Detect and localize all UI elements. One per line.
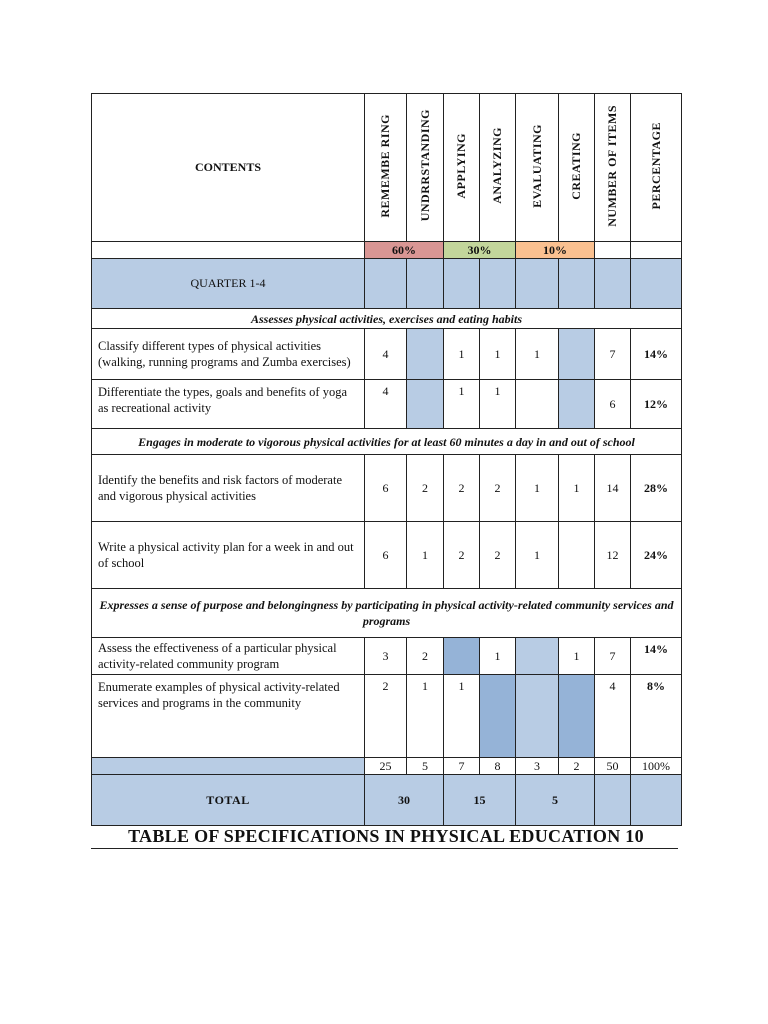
total-understanding: 5 bbox=[407, 758, 444, 775]
cell-percentage: 12% bbox=[631, 380, 682, 429]
cell-analyzing: 1 bbox=[480, 380, 516, 429]
header-creating: CREATING bbox=[569, 131, 583, 200]
cell-understanding bbox=[407, 380, 444, 429]
cell-understanding: 2 bbox=[407, 455, 444, 522]
total-analyzing: 8 bbox=[480, 758, 516, 775]
cell-evaluating bbox=[516, 380, 559, 429]
cell-items: 12 bbox=[595, 522, 631, 589]
tos-table-wrapper bbox=[91, 93, 681, 826]
section-row bbox=[92, 309, 682, 329]
cell-remembering: 6 bbox=[365, 455, 407, 522]
table-row bbox=[92, 675, 682, 758]
cell-remembering: 4 bbox=[365, 329, 407, 380]
weight-higher: 10% bbox=[516, 242, 595, 259]
column-totals-row bbox=[92, 758, 682, 775]
cell-understanding: 2 bbox=[407, 638, 444, 675]
table-row bbox=[92, 455, 682, 522]
total-applying: 7 bbox=[444, 758, 480, 775]
cell-remembering: 2 bbox=[365, 675, 407, 758]
cell-remembering: 3 bbox=[365, 638, 407, 675]
table-row bbox=[92, 638, 682, 675]
section-row bbox=[92, 589, 682, 638]
cell-analyzing: 1 bbox=[480, 329, 516, 380]
header-remembering: REMEMBE RING bbox=[378, 113, 392, 218]
quarter-title: QUARTER 1-4 bbox=[92, 259, 365, 309]
cell-evaluating bbox=[516, 675, 559, 758]
row-content: Assess the effectiveness of a particular physical activity-related community program bbox=[92, 638, 365, 675]
total-percentage: 100% bbox=[631, 758, 682, 775]
cell-evaluating: 1 bbox=[516, 329, 559, 380]
cell-items: 7 bbox=[595, 329, 631, 380]
cell-applying: 1 bbox=[444, 675, 480, 758]
table-row bbox=[92, 329, 682, 380]
total-remembering: 25 bbox=[365, 758, 407, 775]
cell-items: 4 bbox=[595, 675, 631, 758]
total-higher: 5 bbox=[516, 775, 595, 826]
header-contents: CONTENTS bbox=[92, 94, 365, 242]
cell-applying: 1 bbox=[444, 380, 480, 429]
table-of-specifications bbox=[91, 93, 682, 826]
cell-items: 6 bbox=[595, 380, 631, 429]
cell-applying: 2 bbox=[444, 522, 480, 589]
cell-understanding: 1 bbox=[407, 522, 444, 589]
weight-lower: 60% bbox=[365, 242, 444, 259]
section-heading: Engages in moderate to vigorous physical activities for at least 60 minutes a day in and out of school bbox=[92, 429, 682, 455]
cell-creating bbox=[559, 329, 595, 380]
header-number-of-items: NUMBER OF ITEMS bbox=[605, 104, 619, 227]
section-row bbox=[92, 429, 682, 455]
row-content: Write a physical activity plan for a week in and out of school bbox=[92, 522, 365, 589]
cell-analyzing: 2 bbox=[480, 455, 516, 522]
table-row bbox=[92, 380, 682, 429]
quarter-row bbox=[92, 259, 682, 309]
header-percentage: PERCENTAGE bbox=[648, 121, 663, 210]
cell-applying: 1 bbox=[444, 329, 480, 380]
cell-understanding: 1 bbox=[407, 675, 444, 758]
cell-analyzing bbox=[480, 675, 516, 758]
total-lower: 30 bbox=[365, 775, 444, 826]
header-analyzing: ANALYZING bbox=[490, 127, 504, 204]
cell-evaluating: 1 bbox=[516, 522, 559, 589]
cell-remembering: 4 bbox=[365, 380, 407, 429]
weight-row bbox=[92, 242, 682, 259]
header-applying: APPLYING bbox=[454, 132, 468, 199]
cell-evaluating bbox=[516, 638, 559, 675]
title-underline bbox=[91, 848, 678, 849]
total-evaluating: 3 bbox=[516, 758, 559, 775]
cell-analyzing: 2 bbox=[480, 522, 516, 589]
cell-items: 7 bbox=[595, 638, 631, 675]
header-understanding: UNDRRSTANDING bbox=[417, 109, 432, 222]
cell-evaluating: 1 bbox=[516, 455, 559, 522]
cell-items: 14 bbox=[595, 455, 631, 522]
header-row bbox=[92, 94, 682, 242]
header-evaluating: EVALUATING bbox=[529, 123, 544, 208]
cell-percentage: 24% bbox=[631, 522, 682, 589]
row-content: Differentiate the types, goals and benefits of yoga as recreational activity bbox=[92, 380, 365, 429]
total-label: TOTAL bbox=[92, 775, 365, 826]
cell-remembering: 6 bbox=[365, 522, 407, 589]
section-heading: Expresses a sense of purpose and belongingness by participating in physical activity-related community services and programs bbox=[92, 589, 682, 638]
cell-percentage: 28% bbox=[631, 455, 682, 522]
cell-percentage: 14% bbox=[631, 329, 682, 380]
cell-creating: 1 bbox=[559, 638, 595, 675]
total-items: 50 bbox=[595, 758, 631, 775]
table-row bbox=[92, 522, 682, 589]
cell-applying bbox=[444, 638, 480, 675]
cell-percentage: 8% bbox=[631, 675, 682, 758]
cell-analyzing: 1 bbox=[480, 638, 516, 675]
cell-percentage: 14% bbox=[631, 638, 682, 675]
cell-creating: 1 bbox=[559, 455, 595, 522]
section-heading: Assesses physical activities, exercises and eating habits bbox=[92, 309, 682, 329]
weight-middle: 30% bbox=[444, 242, 516, 259]
total-creating: 2 bbox=[559, 758, 595, 775]
cell-understanding bbox=[407, 329, 444, 380]
cell-creating bbox=[559, 380, 595, 429]
document-title: TABLE OF SPECIFICATIONS IN PHYSICAL EDUCATION 10 bbox=[128, 826, 644, 846]
total-row bbox=[92, 775, 682, 826]
row-content: Identify the benefits and risk factors of moderate and vigorous physical activities bbox=[92, 455, 365, 522]
total-middle: 15 bbox=[444, 775, 516, 826]
row-content: Classify different types of physical activities (walking, running programs and Zumba exercises) bbox=[92, 329, 365, 380]
cell-creating bbox=[559, 522, 595, 589]
row-content: Enumerate examples of physical activity-related services and programs in the community bbox=[92, 675, 365, 758]
cell-applying: 2 bbox=[444, 455, 480, 522]
cell-creating bbox=[559, 675, 595, 758]
